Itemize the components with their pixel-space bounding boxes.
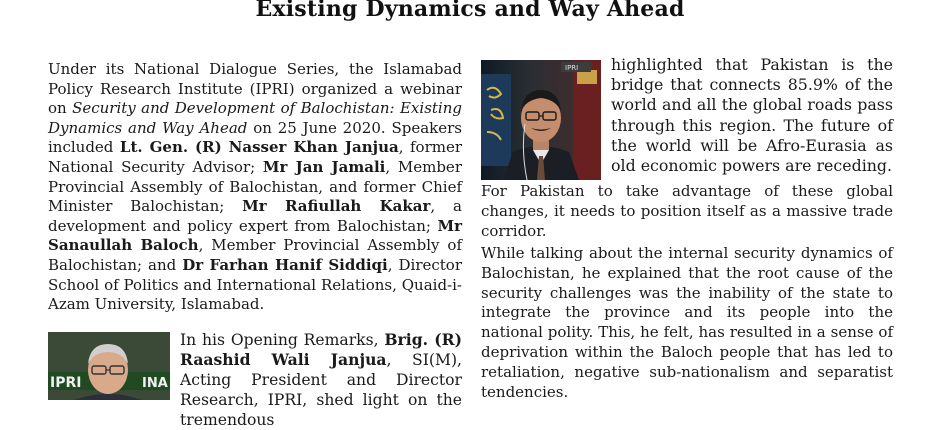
photo-1-banner-text: IPRI xyxy=(565,64,579,72)
intro-text-3: on 25 June 2020. Speakers included xyxy=(48,118,462,157)
opening-text-2: , SI(M), Acting President and Director Research, IPRI, shed light on the tremendous xyxy=(180,351,462,429)
intro-text-7: , Member Provincial Assembly of Balochistan; and xyxy=(48,236,462,274)
article-title: Existing Dynamics and Way Ahead xyxy=(255,0,685,22)
speaker-janjua: Lt. Gen. (R) Nasser Khan Janjua xyxy=(119,138,399,157)
speaker-raashid: Brig. (R) Raashid Wali Janjua xyxy=(180,330,463,369)
speaker-photo-janjua-image xyxy=(481,60,601,180)
internal-security-paragraph xyxy=(481,244,893,402)
opening-text-1: In his Opening Remarks, xyxy=(180,331,385,349)
internal-security-text: While talking about the internal security dynamics of Balochistan, he explained that the root cause of the security challenges was the inability of the state to integrate the province and its people into the national polity. This, he felt, has resulted in a sense of deprivation within the Baloch people that has led to retaliation, negative sub-nationalism and separatist tendencies. xyxy=(481,244,893,401)
speaker-photo-raashid xyxy=(48,332,170,400)
webinar-title: Security and Development of Balochistan: Existing Dynamics and Way Ahead xyxy=(48,99,462,137)
speaker-photo-janjua xyxy=(481,60,601,180)
speaker-baloch: Mr Sanaullah Baloch xyxy=(48,216,462,255)
opening-remarks-paragraph xyxy=(180,330,462,430)
intro-text-4: , former National Security Advisor; xyxy=(48,138,463,176)
janjua-remarks-top-text: highlighted that Pakistan is the bridge that connects 85.9% of the world and all the global roads pass through this region. The future of the world will be Afro-Eurasia as old economic powers are receding. xyxy=(611,55,893,176)
intro-text-6: , a development and policy expert from Balochistan; xyxy=(48,197,462,235)
speaker-kakar: Mr Rafiullah Kakar xyxy=(242,197,431,216)
intro-paragraph xyxy=(48,60,462,315)
photo-2-banner-text-2: INA xyxy=(142,376,168,391)
speaker-siddiqi: Dr Farhan Hanif Siddiqi xyxy=(182,255,388,274)
intro-text-1: Under its National Dialogue Series, the Islamabad Policy Research Institute (IPRI) organized a webinar on xyxy=(48,60,462,118)
janjua-remarks-cont xyxy=(481,181,893,241)
janjua-remarks-cont-text: For Pakistan to take advantage of these global changes, it needs to position itself as a massive trade corridor. xyxy=(481,182,893,240)
photo-2-banner-text: IPRI xyxy=(50,375,82,391)
intro-text-5: , Member Provincial Assembly of Balochistan, and former Chief Minister Balochistan; xyxy=(48,157,462,216)
intro-text-8: , Director School of Politics and International Relations, Quaid-i-Azam University, Islamabad. xyxy=(48,255,462,314)
speaker-photo-raashid-image xyxy=(48,332,170,400)
speaker-jamali: Mr Jan Jamali xyxy=(262,157,386,176)
janjua-remarks-top xyxy=(611,55,893,176)
